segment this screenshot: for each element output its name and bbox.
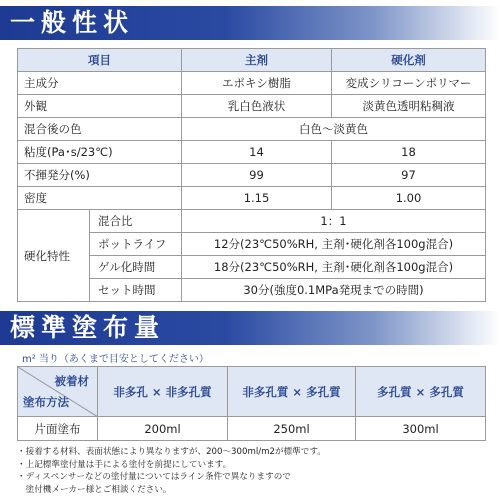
row-label: 不揮発分(%) [18, 164, 182, 187]
row-label: 密度 [18, 187, 182, 210]
header-main-agent: 主剤 [182, 49, 332, 72]
cure-row-label: セット時間 [90, 279, 182, 302]
table-row [18, 164, 486, 187]
table-header-row [18, 49, 486, 72]
footnotes [17, 446, 326, 496]
corner-bottom-label: 塗布方法 [23, 395, 69, 409]
footnote-line: ・接着する材料、表面状態により異なりますが、200～300ml/m2が標準です。 [17, 447, 326, 457]
cure-row-label: 混合比 [90, 210, 182, 233]
cure-row-value: 18分(23℃50%RH, 主剤･硬化剤各100g混合) [182, 256, 486, 279]
column-header: 非多孔 × 非多孔質 [98, 367, 228, 417]
row-label: 混合後の色 [18, 118, 182, 141]
merged-value: 白色～淡黄色 [182, 118, 486, 141]
corner-top-label: 被着材 [54, 374, 89, 388]
table-row [18, 141, 486, 164]
hardener-value: 1.00 [332, 187, 486, 210]
column-header: 多孔質 × 多孔質 [356, 367, 486, 417]
cure-row-value: 1：1 [182, 210, 486, 233]
table-row [18, 95, 486, 118]
standard-coverage-table [17, 366, 486, 441]
column-header: 非多孔質 × 多孔質 [228, 367, 356, 417]
hardener-value: 97 [332, 164, 486, 187]
table-row [18, 187, 486, 210]
main-value: 乳白色液状 [182, 95, 332, 118]
section-standard-coverage-title: 標準塗布量 [0, 311, 500, 345]
coverage-value: 200ml [98, 417, 228, 441]
main-value: 14 [182, 141, 332, 164]
row-label: 粘度(Pa･s/23℃) [18, 141, 182, 164]
coverage-unit-note: m² 当り（あくまで目安としてください） [22, 354, 209, 365]
footnote-line: 塗付機メーカー様とご相談ください。 [17, 484, 172, 495]
curing-properties-table [17, 209, 486, 302]
table-row [18, 210, 486, 233]
general-properties-table [17, 48, 486, 210]
row-label: 片面塗布 [18, 417, 98, 441]
table-row [18, 417, 486, 441]
footnote-line: ・ディスペンサーなどの塗付量についてはライン条件で異なりますので [17, 472, 291, 482]
corner-cell [18, 367, 98, 417]
table-row [18, 72, 486, 95]
coverage-value: 300ml [356, 417, 486, 441]
row-label: 外観 [18, 95, 182, 118]
table-row [18, 118, 486, 141]
cure-row-label: ポットライフ [90, 233, 182, 256]
hardener-value: 18 [332, 141, 486, 164]
cure-label: 硬化特性 [18, 210, 90, 302]
hardener-value: 変成シリコーンポリマー [332, 72, 486, 95]
table-header-row [18, 367, 486, 417]
row-label: 主成分 [18, 72, 182, 95]
coverage-value: 250ml [228, 417, 356, 441]
cure-row-value: 30分(強度0.1MPa発現までの時間) [182, 279, 486, 302]
header-item: 項目 [18, 49, 182, 72]
header-hardener: 硬化剤 [332, 49, 486, 72]
main-value: エポキシ樹脂 [182, 72, 332, 95]
main-value: 1.15 [182, 187, 332, 210]
cure-row-label: ゲル化時間 [90, 256, 182, 279]
cure-row-value: 12分(23℃50%RH, 主剤･硬化剤各100g混合) [182, 233, 486, 256]
footnote-line: ・上記標準塗付量は手による塗付を前提にしています。 [17, 459, 232, 470]
hardener-value: 淡黄色透明粘稠液 [332, 95, 486, 118]
main-value: 99 [182, 164, 332, 187]
section-general-properties-title: 一般性状 [0, 6, 500, 40]
